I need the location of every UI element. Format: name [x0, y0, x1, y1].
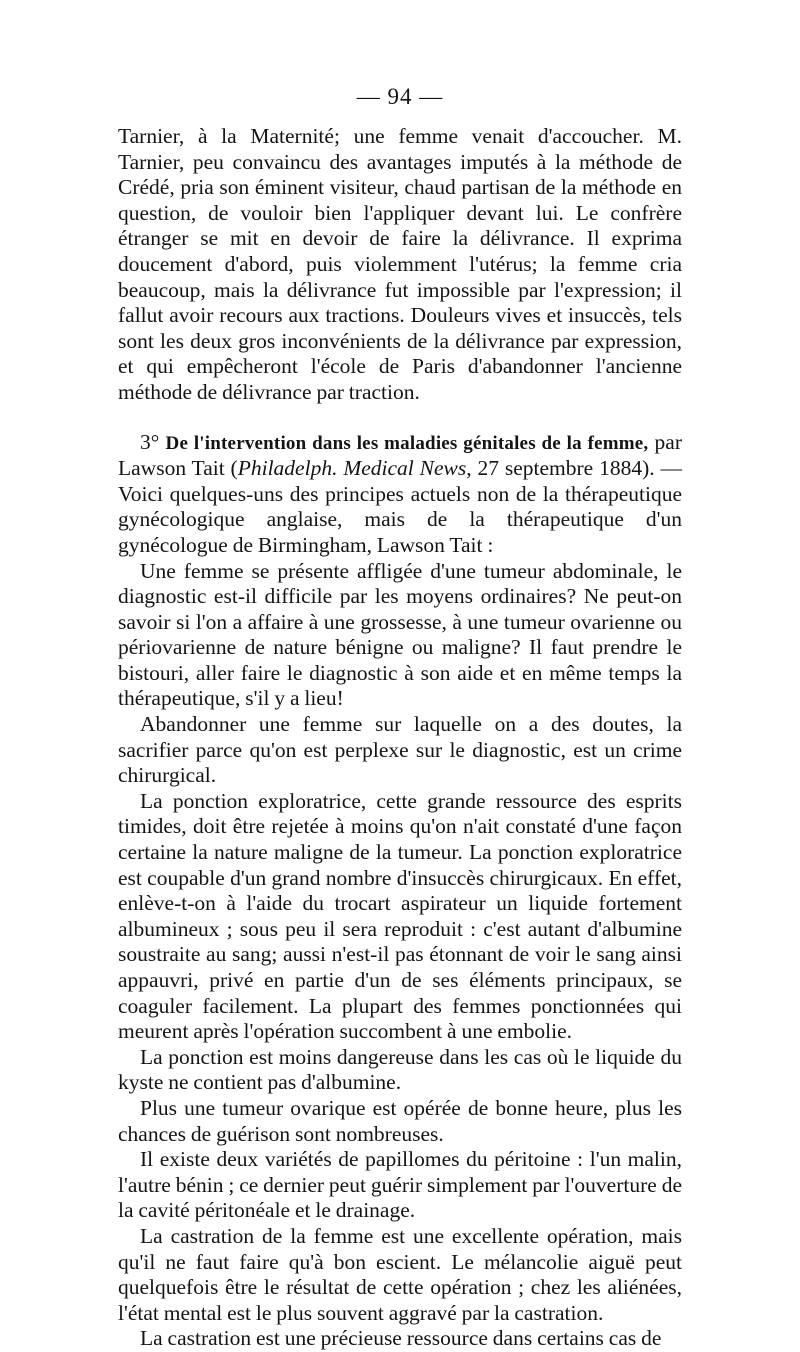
paragraph-papillomes: Il existe deux variétés de papillomes du péritoine : l'un malin, l'autre bénin ; ce dernier peut guérir simplement par l'ouverture de la cavité péritonéale et le drainage. — [118, 1147, 682, 1223]
paragraph-ponction-exploratrice: La ponction exploratrice, cette grande ressource des esprits timides, doit être rejetée à moins qu'on n'ait constaté d'une façon certaine la nature maligne de la tumeur. La ponction exploratrice est coupable d'un grand nombre d'insuccès chirurgicaux. En effet, enlève-t-on à l'aide du trocart aspirateur un liquide fortement albumineux ; sous peu il sera reproduit : c'est autant d'albumine soustraite au sang; aussi n'est-il pas étonnant de voir le sang ainsi appauvri, privé en partie d'un de ses éléments principaux, se coaguler facilement. La plupart des femmes ponctionnées qui meurent après l'opération succombent à une embolie. — [118, 788, 682, 1044]
page-number: — 94 — — [356, 84, 444, 109]
paragraph-ponction-danger: La ponction est moins dangereuse dans les cas où le liquide du kyste ne contient pas d'albumine. — [118, 1044, 682, 1095]
section-paragraph — [118, 430, 682, 559]
paragraph-abandon: Abandonner une femme sur laquelle on a des doutes, la sacrifier parce qu'on est perplexe sur le diagnostic, est un crime chirurgical. — [118, 712, 682, 788]
section-date-and-intro: , 27 septembre 1884). — Voici quelques-uns des principes actuels non de la thérapeutique gynécologique anglaise, mais de la thérapeutique d'un gynécologue de Birmingham, Lawson Tait : — [118, 456, 682, 557]
paragraph-tumeur-ovarique: Plus une tumeur ovarique est opérée de bonne heure, plus les chances de guérison sont nombreuses. — [118, 1095, 682, 1146]
document-page — [118, 82, 682, 1352]
paragraph-intro: Tarnier, à la Maternité; une femme venait d'accoucher. M. Tarnier, peu convaincu des avantages imputés à la méthode de Crédé, pria son éminent visiteur, chaud partisan de la méthode en question, de vouloir bien l'appliquer devant lui. Le confrère étranger se mit en devoir de faire la délivrance. Il exprima doucement d'abord, puis violemment l'utérus; la femme cria beaucoup, mais la délivrance fut impossible par l'expression; il fallut avoir recours aux tractions. Douleurs vives et insuccès, tels sont les deux gros inconvénients de la délivrance par expression, et qui empêcheront l'école de Paris d'abandonner l'ancienne méthode de délivrance par traction. — [118, 124, 682, 404]
section-heading: De l'intervention dans les maladies génitales de la femme, — [165, 432, 649, 454]
section-number: 3° — [140, 429, 160, 454]
paragraph-diagnosis: Une femme se présente affligée d'une tumeur abdominale, le diagnostic est-il difficile par les moyens ordinaires? Ne peut-on savoir si l'on a affaire à une grossesse, à une tumeur ovarienne ou périovarienne de nature bénigne ou maligne? Il faut prendre le bistouri, aller faire le diagnostic à son aide et en même temps la thérapeutique, s'il y a lieu! — [118, 558, 682, 711]
paragraph-castration: La castration de la femme est une excellente opération, mais qu'il ne faut faire qu'à bon escient. Le mélancolie aiguë peut quelquefois être le résultat de cette opération ; chez les aliénées, l'état mental est le plus souvent aggravé par la castration. — [118, 1223, 682, 1325]
paragraph-castration-ressource: La castration est une précieuse ressource dans certains cas de — [140, 1326, 662, 1351]
section-source: Philadelph. Medical News — [237, 456, 467, 481]
section-author: par Lawson Tait ( — [118, 429, 683, 481]
